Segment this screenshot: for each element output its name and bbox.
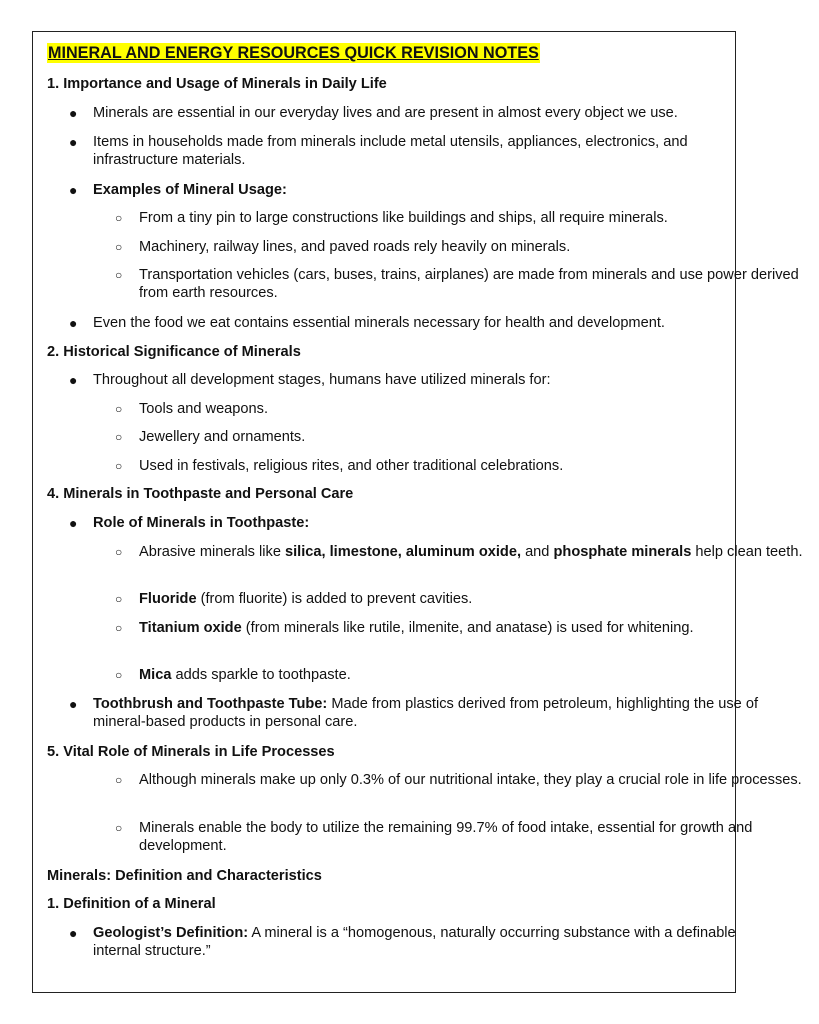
circle-bullet-icon: ○: [115, 621, 123, 635]
section-heading-history: 2. Historical Significance of Minerals: [47, 344, 301, 360]
sub-list-item: ○ Transportation vehicles (cars, buses, trains, airplanes) are made from minerals and use power derived from earth resources.: [115, 267, 799, 301]
bullet-icon: ●: [69, 515, 78, 531]
section-heading-definition-characteristics: Minerals: Definition and Characteristics: [47, 868, 322, 884]
section-heading-importance: 1. Importance and Usage of Minerals in Daily Life: [47, 76, 387, 92]
bullet-icon: ●: [69, 696, 78, 712]
bullet-icon: ●: [69, 372, 78, 388]
sub-list-item: ○ From a tiny pin to large constructions like buildings and ships, all require minerals.: [115, 210, 668, 226]
bullet-icon: ●: [69, 315, 78, 331]
section-heading-life-processes: 5. Vital Role of Minerals in Life Processes: [47, 744, 335, 760]
list-item: ● Minerals are essential in our everyday lives and are present in almost every object we use.: [69, 105, 678, 121]
list-item: ● Toothbrush and Toothpaste Tube: Made from plastics derived from petroleum, highlighting the use of mineral-based products in personal care.: [69, 696, 759, 730]
circle-bullet-icon: ○: [115, 592, 123, 606]
bullet-icon: ●: [69, 182, 78, 198]
title-row: [47, 43, 727, 63]
sub-list-item: ○ Titanium oxide (from minerals like rutile, ilmenite, and anatase) is used for whitening.: [115, 620, 694, 636]
circle-bullet-icon: ○: [115, 268, 123, 282]
circle-bullet-icon: ○: [115, 402, 123, 416]
circle-bullet-icon: ○: [115, 240, 123, 254]
list-item: ● Even the food we eat contains essential minerals necessary for health and development.: [69, 315, 665, 331]
section-heading-toothpaste: 4. Minerals in Toothpaste and Personal Care: [47, 486, 354, 502]
sub-list-item: ○ Used in festivals, religious rites, and other traditional celebrations.: [115, 458, 564, 474]
sub-list-item: ○ Mica adds sparkle to toothpaste.: [115, 667, 351, 683]
list-item: ● Geologist’s Definition: A mineral is a “homogenous, naturally occurring substance with a definable internal structure.”: [69, 925, 736, 959]
bullet-icon: ●: [69, 925, 78, 941]
circle-bullet-icon: ○: [115, 430, 123, 444]
sub-list-item: ○ Jewellery and ornaments.: [115, 429, 306, 445]
sub-list-item: ○ Tools and weapons.: [115, 401, 268, 417]
sub-list-item: ○ Although minerals make up only 0.3% of our nutritional intake, they play a crucial role in life processes.: [115, 772, 802, 788]
bullet-icon: ●: [69, 134, 78, 150]
list-item: ● Role of Minerals in Toothpaste:: [69, 515, 310, 531]
list-item: ● Items in households made from minerals include metal utensils, appliances, electronics, and infrastructure materials.: [69, 134, 688, 168]
sub-list-item: ○ Fluoride (from fluorite) is added to prevent cavities.: [115, 591, 473, 607]
circle-bullet-icon: ○: [115, 668, 123, 682]
sub-list-item: ○ Abrasive minerals like silica, limestone, aluminum oxide, and phosphate minerals help clean teeth.: [115, 544, 803, 560]
circle-bullet-icon: ○: [115, 821, 123, 835]
sub-list-item: ○ Machinery, railway lines, and paved roads rely heavily on minerals.: [115, 239, 571, 255]
list-item: ● Throughout all development stages, humans have utilized minerals for:: [69, 372, 551, 388]
circle-bullet-icon: ○: [115, 459, 123, 473]
document-title: MINERAL AND ENERGY RESOURCES QUICK REVISION NOTES: [48, 44, 539, 62]
circle-bullet-icon: ○: [115, 545, 123, 559]
circle-bullet-icon: ○: [115, 211, 123, 225]
sub-list-item: ○ Minerals enable the body to utilize the remaining 99.7% of food intake, essential for growth and development.: [115, 820, 753, 854]
bullet-icon: ●: [69, 105, 78, 121]
circle-bullet-icon: ○: [115, 773, 123, 787]
section-heading-definition: 1. Definition of a Mineral: [47, 896, 216, 912]
list-item: ● Examples of Mineral Usage:: [69, 182, 287, 198]
